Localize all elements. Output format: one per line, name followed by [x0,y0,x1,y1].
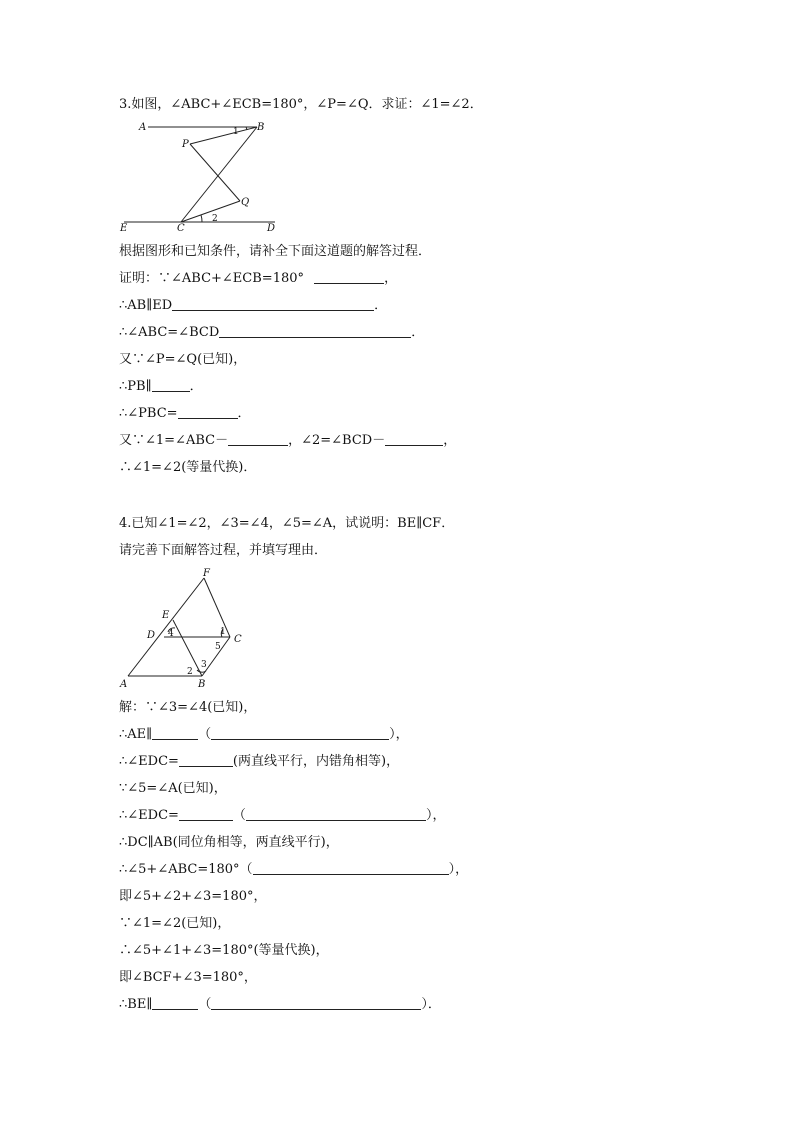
p3-figure [118,118,283,236]
p4-line-5 [119,807,445,825]
p3-intro: 根据图形和已知条件，请补全下面这道题的解答过程． [119,244,432,259]
p3-line-2 [119,297,387,315]
p4-line-12-text: ∴BE∥ [119,997,153,1012]
p4-line-11: 即∠BCF+∠3=180°， [119,970,257,985]
p3-line-6-text: ∴∠PBC= [119,406,178,421]
p3-line-7-end: ， [443,433,457,448]
p3-line-6 [119,405,251,423]
p3-line-5-text: ∴PB∥ [119,379,152,394]
p4-line-12 [119,996,441,1014]
p4-line-5-text: ∴∠EDC= [119,808,179,823]
p4-blank-2[interactable] [211,726,389,740]
p3-line-7-text-b: ，∠2=∠BCD－ [288,433,386,448]
p3-blank-4[interactable] [152,378,190,392]
p3-blank-5[interactable] [178,405,238,419]
p4-line-12-open: （ [198,997,212,1012]
p3-line-6-end: ． [237,406,251,421]
p3-blank-3[interactable] [219,324,411,338]
p4-line-12-end: ）． [421,997,441,1012]
p3-blank-6[interactable] [228,432,288,446]
p3-blank-2[interactable] [172,297,374,311]
p3-line-5-end: ． [189,379,203,394]
p3-line-5 [119,378,203,396]
p4-angle-4: 4 [168,629,174,639]
p4-label-f: F [203,568,210,579]
p4-line-1: 解：∵∠3=∠4(已知)， [119,700,257,715]
p4-label-d: D [147,630,156,641]
p3-label-b: B [257,122,265,133]
p4-figure [118,566,258,690]
p3-label-e: E [120,223,128,234]
p4-line-3 [119,753,399,771]
p3-label-p: P [182,139,189,150]
p3-label-q: Q [241,197,250,208]
p3-blank-7[interactable] [385,432,443,446]
p4-line-6: ∴DC∥AB(同位角相等，两直线平行)， [119,835,339,850]
p4-blank-3[interactable] [179,753,233,767]
p4-blank-4[interactable] [179,807,233,821]
p4-angle-1: 1 [220,627,226,637]
p3-angle-1: 1 [233,127,239,137]
p3-line-3 [119,324,424,342]
p3-angle-2: 2 [212,214,218,224]
p4-line-5-end: ）， [425,808,446,823]
p4-question: 4.已知∠1=∠2，∠3=∠4，∠5=∠A，试说明：BE∥CF． [119,516,455,531]
p3-line-7-text-a: 又∵∠1=∠ABC－ [119,433,229,448]
p4-line-10: ∴∠5+∠1+∠3=180°(等量代换)， [119,943,329,958]
p4-label-b: B [198,679,206,690]
p4-line-9: ∵∠1=∠2(已知)， [119,916,231,931]
p3-label-d: D [267,223,276,234]
p3-line-3-text: ∴∠ABC=∠BCD [119,325,220,340]
p4-angle-3: 3 [201,660,207,670]
p3-line-1-end: ， [384,271,398,286]
p4-blank-5[interactable] [246,807,426,821]
p4-line-7-text: ∴∠5+∠ABC=180°（ [119,862,253,877]
p4-line-8: 即∠5+∠2+∠3=180°， [119,889,267,904]
p3-line-8: ∴∠1=∠2(等量代换)． [119,460,257,475]
p4-angle-5: 5 [215,642,221,652]
p4-blank-1[interactable] [152,726,198,740]
p3-line-4: 又∵∠P=∠Q(已知)， [119,352,247,367]
p4-line-3-end: (两直线平行，内错角相等)， [232,754,400,769]
p4-intro: 请完善下面解答过程，并填写理由． [119,543,328,558]
p3-line-2-text: ∴AB∥ED [119,298,173,313]
p4-line-2-text: ∴AE∥ [119,727,153,742]
p3-line-1-text: 证明：∵∠ABC+∠ECB=180° [119,271,305,286]
p4-label-c: C [234,634,242,645]
p3-blank-1[interactable] [314,270,384,284]
p4-line-2-end: ）， [389,727,409,742]
p4-angle-2: 2 [187,667,193,677]
p4-blank-7[interactable] [152,996,198,1010]
p4-line-7-end: ）， [448,862,469,877]
p4-line-2-open: （ [198,727,212,742]
p3-line-3-end: ． [411,325,425,340]
p3-line-1 [119,270,397,288]
p4-blank-6[interactable] [253,861,449,875]
p4-line-5-open: （ [232,808,246,823]
p3-label-c: C [177,223,185,234]
p4-line-7 [119,861,468,879]
p3-question: 3.如图，∠ABC+∠ECB=180°，∠P=∠Q．求证：∠1=∠2． [119,97,483,112]
p4-line-3-text: ∴∠EDC= [119,754,179,769]
p4-line-2 [119,726,409,744]
p3-line-2-end: ． [374,298,388,313]
p3-line-7 [119,432,456,450]
p3-label-a: A [139,122,147,133]
p4-line-4: ∵∠5=∠A(已知)， [119,781,227,796]
p4-label-e: E [162,610,170,621]
p4-blank-8[interactable] [211,996,421,1010]
p4-label-a: A [120,679,128,690]
